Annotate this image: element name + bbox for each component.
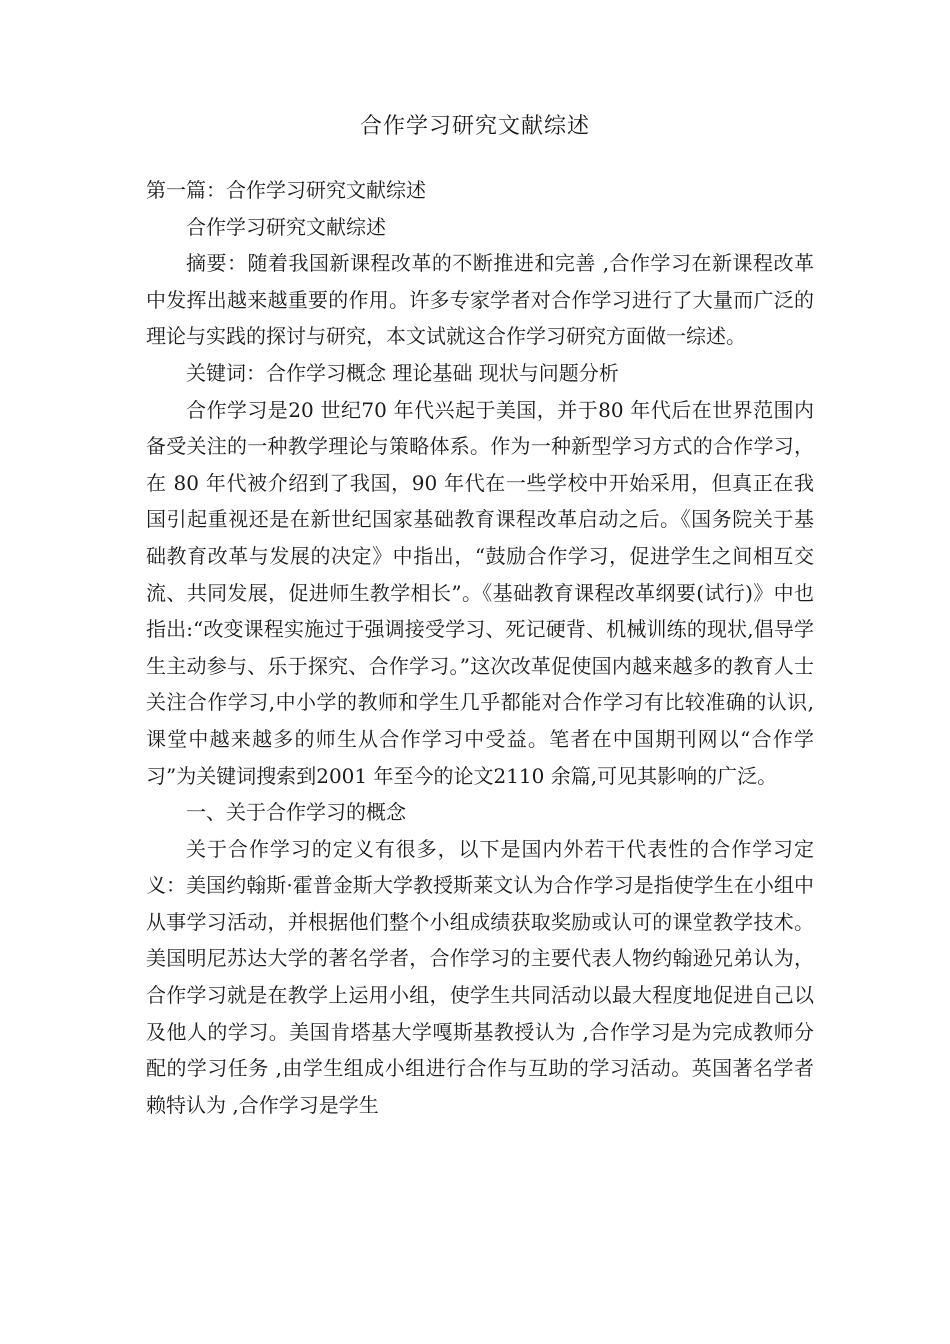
definition-paragraph: 关于合作学习的定义有很多，以下是国内外若干代表性的合作学习定义：美国约翰斯·霍普金斯大学教授斯莱文认为合作学习是指使学生在小组中从事学习活动，并根据他们整个小组成绩获取奖励或认可的课堂教学技术。美国明尼苏达大学的著名学者，合作学习的主要代表人物约翰逊兄弟认为，合作学习就是在教学上运用小组，使学生共同活动以最大程度地促进自己以及他人的学习。美国肯塔基大学嘎斯基教授认为 ,合作学习是为完成教师分配的学习任务 ,由学生组成小组进行合作与互助的学习活动。英国著名学者赖特认为 ,合作学习是学生 bbox=[146, 836, 814, 1117]
document-title: 合作学习研究文献综述 bbox=[359, 114, 590, 139]
abstract-paragraph: 摘要：随着我国新课程改革的不断推进和完善 ,合作学习在新课程改革中发挥出越来越重要的作用。许多专家学者对合作学习进行了大量而广泛的理论与实践的探讨与研究，本文试就这合作学习研究方面做一综述。 bbox=[146, 251, 814, 349]
intro-paragraph: 合作学习是20 世纪70 年代兴起于美国，并于80 年代后在世界范围内备受关注的一种教学理论与策略体系。作为一种新型学习方式的合作学习，在 80 年代被介绍到了我国，90 年代在一些学校中开始采用，但真正在我国引起重视还是在新世纪国家基础教育课程改革启动之后。《国务院关于基础教育改革与发展的决定》中指出，“鼓励合作学习，促进学生之间相互交流、共同发展，促进师生教学相长”。《基础教育课程改革纲要(试行)》中也指出:“改变课程实施过于强调接受学习、死记硬背、机械训练的现状,倡导学生主动参与、乐于探究、合作学习。”这次改革促使国内越来越多的教育人士关注合作学习,中小学的教师和学生几乎都能对合作学习有比较准确的认识,课堂中越来越多的师生从合作学习中受益。笔者在中国期刊网以“合作学习”为关键词搜索到2001 年至今的论文2110 余篇,可见其影响的广泛。 bbox=[146, 397, 814, 788]
keywords-paragraph: 关键词：合作学习概念 理论基础 现状与问题分析 bbox=[186, 360, 619, 385]
document-body bbox=[146, 172, 814, 1123]
section-heading: 第一篇：合作学习研究文献综述 bbox=[146, 178, 426, 202]
article-title: 合作学习研究文献综述 bbox=[186, 214, 386, 239]
subsection-heading: 一、关于合作学习的概念 bbox=[186, 800, 406, 825]
